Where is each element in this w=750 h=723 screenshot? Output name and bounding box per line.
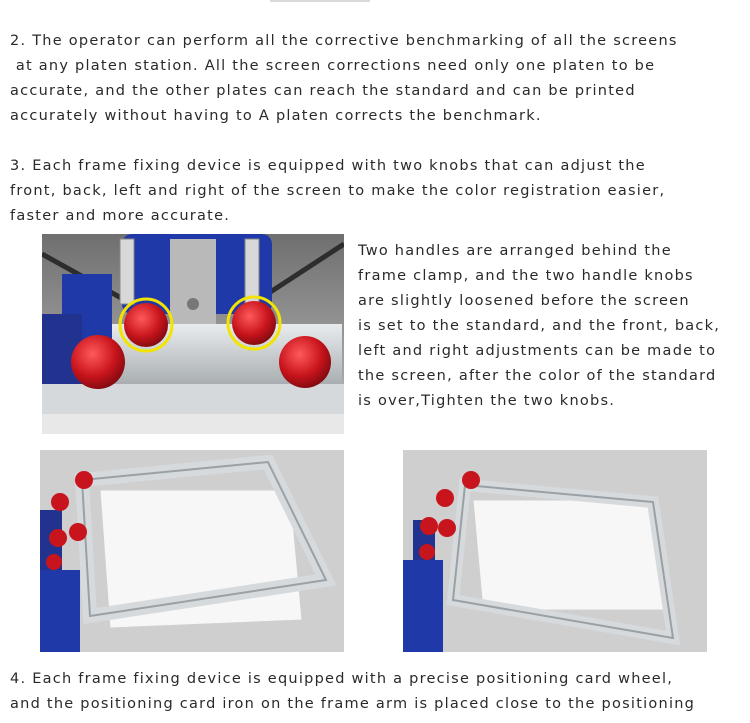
description-line: Two handles are arranged behind the <box>358 243 672 259</box>
paragraph-line: faster and more accurate. <box>10 208 231 224</box>
paragraph-line: front, back, left and right of the screen to make the color registration easier, <box>10 183 666 199</box>
paragraph-line: and the positioning card iron on the frame arm is placed close to the positioning <box>10 696 696 712</box>
description-line: left and right adjustments can be made to <box>358 343 717 359</box>
paragraph-2 <box>10 29 678 129</box>
frame-photo-right <box>403 450 707 652</box>
paragraph-3 <box>10 154 665 229</box>
paragraph-line: at any platen station. All the screen corrections need only one platen to be <box>10 58 656 74</box>
knob-closeup-photo <box>42 234 344 434</box>
description-line: are slightly loosened before the screen <box>358 293 690 309</box>
paragraph-line: 3. Each frame fixing device is equipped with two knobs that can adjust the <box>10 158 646 174</box>
top-divider <box>270 0 370 2</box>
description-line: the screen, after the color of the standard <box>358 368 717 384</box>
paragraph-4 <box>10 667 695 717</box>
description-line: is set to the standard, and the front, back, <box>358 318 721 334</box>
knob-description <box>358 239 720 414</box>
paragraph-line: accurately without having to A platen corrects the benchmark. <box>10 108 542 124</box>
paragraph-line: accurate, and the other plates can reach the standard and can be printed <box>10 83 636 99</box>
paragraph-line: 2. The operator can perform all the corrective benchmarking of all the screens <box>10 33 678 49</box>
paragraph-line: 4. Each frame fixing device is equipped with a precise positioning card wheel, <box>10 671 674 687</box>
frame-photo-left <box>40 450 344 652</box>
description-line: is over,Tighten the two knobs. <box>358 393 616 409</box>
description-line: frame clamp, and the two handle knobs <box>358 268 694 284</box>
